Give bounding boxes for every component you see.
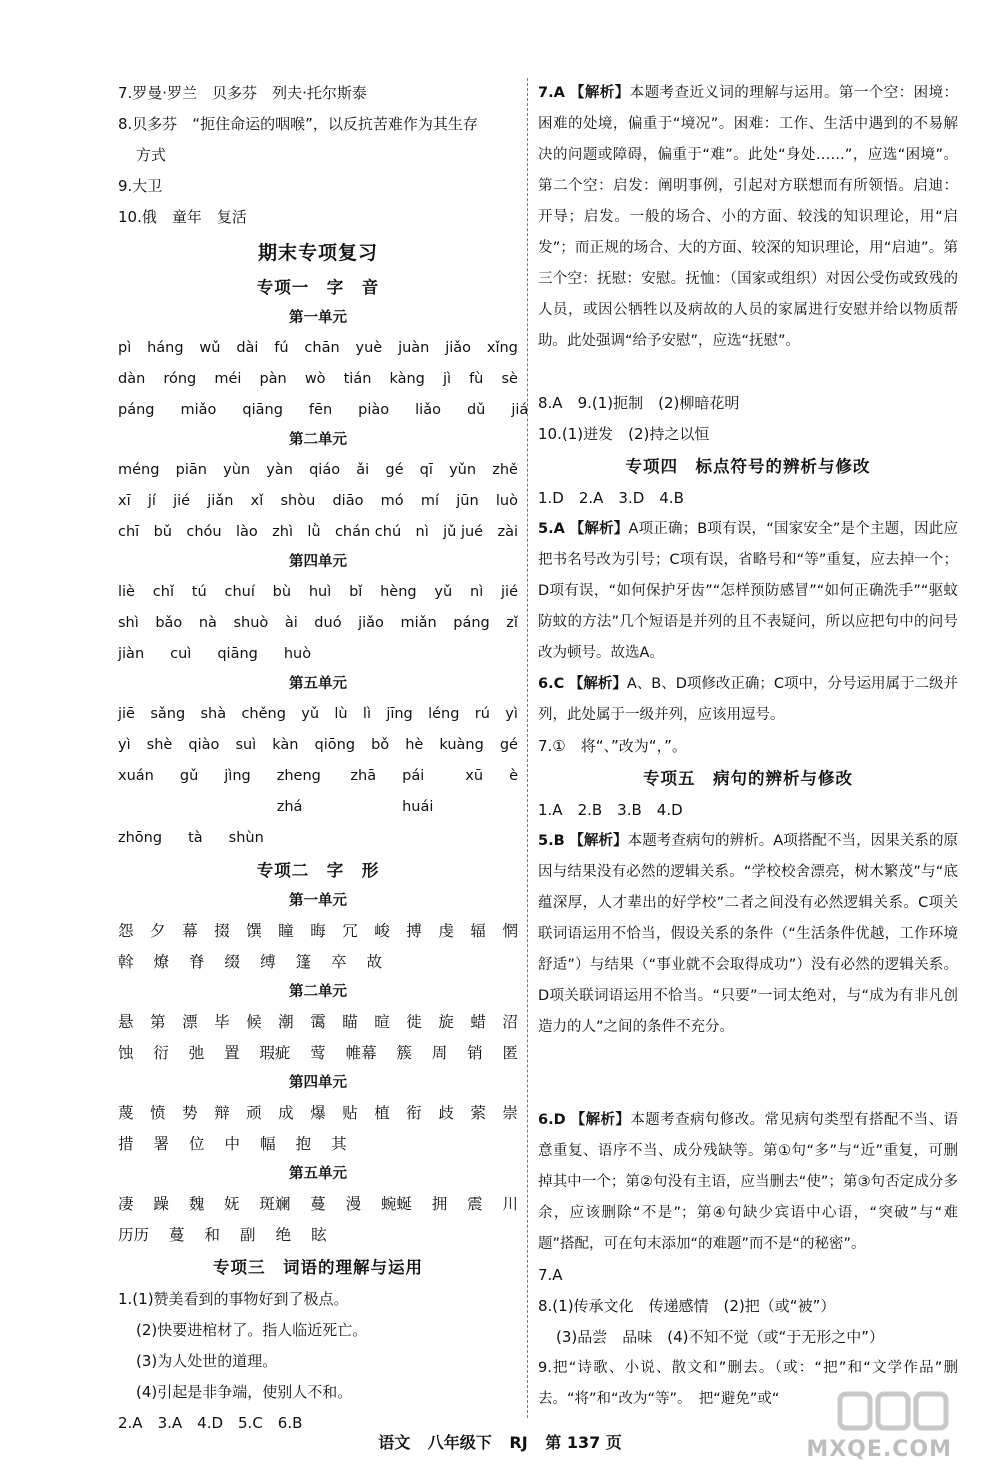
- row-item: chuí: [224, 584, 255, 600]
- row-item: 周: [431, 1044, 448, 1062]
- row-item: sè: [501, 371, 518, 387]
- row-item: liè: [118, 584, 135, 600]
- row-item: jiá: [511, 402, 529, 418]
- row-item: è: [509, 768, 518, 784]
- answer-line: 7.罗曼·罗兰 贝多芬 列夫·托尔斯泰: [118, 84, 367, 102]
- answer-line: 2.A 3.A 4.D 5.C 6.B: [118, 1414, 303, 1432]
- row-item: lǜ: [307, 524, 321, 540]
- row-item: 蔓: [310, 1195, 326, 1213]
- column-divider: [527, 78, 529, 1418]
- row-item: yǔn: [449, 462, 477, 478]
- row-item: 徙: [406, 1013, 422, 1031]
- row-item: yuè: [355, 340, 383, 356]
- row-item: fēn: [308, 402, 333, 418]
- row-item: 拥: [431, 1195, 448, 1213]
- row-item: zhōng: [118, 830, 163, 846]
- hanzi-row: [118, 1038, 518, 1069]
- question-number: 6.C: [538, 676, 565, 692]
- row-item: liǎo: [415, 402, 441, 418]
- row-item: 峻: [374, 922, 390, 940]
- row-item: jīng: [386, 706, 413, 722]
- pinyin-row: [118, 761, 518, 823]
- row-item: jūn: [456, 493, 479, 509]
- row-item: ǎi: [356, 462, 370, 478]
- row-item: dàn: [118, 371, 146, 387]
- unit-title: 第二单元: [289, 432, 347, 448]
- row-item: 瑕疵: [259, 1044, 291, 1062]
- row-item: 候: [246, 1013, 262, 1031]
- row-item: 弛: [188, 1044, 205, 1062]
- row-item: zheng zhá: [276, 768, 321, 815]
- answer-paragraph: [538, 514, 958, 669]
- row-item: 署: [153, 1135, 170, 1153]
- row-item: piān: [175, 462, 207, 478]
- row-item: jì: [442, 371, 452, 387]
- row-item: nì: [470, 584, 484, 600]
- analysis-tag: 【解析】: [570, 1112, 631, 1128]
- left-column: [118, 78, 529, 1439]
- row-item: cuì: [170, 646, 192, 662]
- row-item: 馔: [246, 922, 262, 940]
- row-item: 历历: [118, 1226, 150, 1244]
- pinyin-row: [118, 730, 518, 761]
- row-item: 川: [502, 1195, 518, 1213]
- row-item: 衍: [153, 1044, 169, 1062]
- row-item: 卒: [331, 953, 347, 971]
- row-item: léng: [428, 706, 460, 722]
- row-item: diāo: [332, 493, 364, 509]
- unit-title: 第五单元: [289, 1166, 347, 1182]
- row-item: juàn: [398, 340, 430, 356]
- analysis-text: 本题考查病句的辨析。A项搭配不当，因果关系的原因与结果没有必然的逻辑关系。“学校校舍漂亮，树木繁茂”与“底蕴深厚，人才辈出的好学校”二者之间没有必然逻辑关系。C项关联词语运用不恰当，假设关系的条件（“生活条件优越，工作环境舒适”）与结果（“事业就不会取得成功”）没有必然的逻辑关系。D项关联词语运用不恰当。“只要”一词太绝对，与“成为有非凡创造力的人”之间的条件不充分。: [538, 833, 958, 1035]
- footer-grade: 八年级下: [427, 1433, 492, 1452]
- row-item: wò: [304, 371, 326, 387]
- unit-title: 第一单元: [289, 310, 347, 326]
- row-item: 蜡: [470, 1013, 486, 1031]
- row-item: jié: [501, 584, 518, 600]
- answer-line: 9.大卫: [118, 177, 163, 195]
- pinyin-row: [118, 577, 518, 608]
- answer-line: (3)品尝 品味 (4)不知不觉（或“于无形之中”）: [556, 1328, 885, 1346]
- row-item: shuò: [233, 615, 269, 631]
- row-item: 旋: [438, 1013, 454, 1031]
- section-title: 专项五 病句的辨析与修改: [643, 769, 853, 788]
- row-item: gé: [499, 737, 518, 753]
- row-item: 势: [182, 1104, 198, 1122]
- row-item: kàn: [272, 737, 299, 753]
- row-item: 衔: [406, 1104, 422, 1122]
- row-item: jiē: [118, 706, 135, 722]
- row-item: 蔑: [118, 1104, 134, 1122]
- row-item: chǐ: [152, 584, 174, 600]
- row-item: 崇: [502, 1104, 518, 1122]
- analysis-text: A项正确；B项有误，“国家安全”是个主题，因此应把书名号改为引号；C项有误，省略号和“等”重复，应去掉一个；D项有误，“如何保护牙齿”“怎样预防感冒”“如何正确洗手”“驱蚊防蚊的方法”几个短语是并列的且不表疑问，所以应把句中的问号改为顿号。故选A。: [538, 521, 958, 661]
- row-item: 顽: [246, 1104, 262, 1122]
- row-item: chān: [304, 340, 340, 356]
- analysis-tag: 【解析】: [568, 676, 627, 692]
- row-item: huì: [308, 584, 332, 600]
- analysis-text: 本题考查病句修改。常见病句类型有搭配不当、语意重复、语序不当、成分残缺等。第①句“多”与“近”重复，可删掉其中一个；第②句没有主语，应当删去“使”；第③句否定成分多余，应该删除“不是”；第④句缺少宾语中心语，“突破”与“难题”搭配，可在句末添加“的难题”而不是“的秘密”。: [538, 1112, 958, 1252]
- row-item: 歧: [438, 1104, 454, 1122]
- answer-line: 10.(1)迸发 (2)持之以恒: [538, 425, 710, 443]
- pinyin-row: [118, 639, 518, 670]
- row-item: 副: [240, 1226, 256, 1244]
- row-item: fù: [469, 371, 484, 387]
- row-item: jié: [173, 493, 191, 509]
- pinyin-row: [118, 517, 518, 548]
- row-item: 莺: [310, 1044, 326, 1062]
- row-item: háng: [147, 340, 184, 356]
- pinyin-row: [118, 395, 529, 426]
- watermark-logo-icon: [834, 1388, 954, 1434]
- pinyin-row: [118, 699, 518, 730]
- row-item: 置: [224, 1044, 240, 1062]
- row-item: 其: [331, 1135, 347, 1153]
- footer-page-number: 第 137 页: [545, 1433, 622, 1452]
- row-item: ài: [284, 615, 298, 631]
- pinyin-row: [118, 486, 518, 517]
- answer-line: 1.D 2.A 3.D 4.B: [538, 489, 684, 507]
- row-item: 辩: [214, 1104, 230, 1122]
- analysis-tag: 【解析】: [569, 833, 628, 849]
- row-item: lù: [334, 706, 348, 722]
- analysis-tag: 【解析】: [569, 521, 629, 537]
- row-item: páng: [118, 402, 155, 418]
- row-item: 辐: [470, 922, 486, 940]
- watermark: [806, 1388, 970, 1468]
- question-number: 7.A: [538, 85, 565, 101]
- row-item: jiǎn: [207, 493, 234, 509]
- row-item: 贴: [342, 1104, 358, 1122]
- row-item: 措: [118, 1135, 134, 1153]
- row-item: 幅: [260, 1135, 276, 1153]
- right-column: [538, 78, 958, 1415]
- row-item: sǎng: [150, 706, 186, 722]
- row-item: bǎo: [155, 615, 183, 631]
- pinyin-row: [118, 608, 518, 639]
- row-item: jiǎo: [445, 340, 472, 356]
- row-item: zhā: [350, 768, 377, 784]
- pinyin-row: [118, 333, 518, 364]
- row-item: pì: [118, 340, 132, 356]
- section-title: 专项二 字 形: [256, 861, 380, 880]
- row-item: tà: [188, 830, 203, 846]
- row-item: 斡: [118, 953, 134, 971]
- row-item: zhì: [272, 524, 293, 540]
- row-item: 蚀: [118, 1044, 134, 1062]
- analysis-text: A、B、D项修改正确；C项中，分号运用属于二级并列，此处属于一级并列，应该用逗号。: [538, 676, 958, 723]
- row-item: 悬: [118, 1013, 134, 1031]
- hanzi-row: [118, 1189, 518, 1220]
- row-item: xǐng: [486, 340, 518, 356]
- row-item: gǔ: [179, 768, 199, 784]
- row-item: 妩: [224, 1195, 240, 1213]
- row-item: jìng: [224, 768, 251, 784]
- row-item: shì: [118, 615, 139, 631]
- answer-paragraph: [538, 826, 958, 1105]
- answer-paragraph: 9.把“诗歌、小说、散文和”删去。（或：“把”和“文学作品”删去。“将”和“改为“等”。 把“避免”或“: [538, 1360, 958, 1407]
- unit-title: 第一单元: [289, 893, 347, 909]
- row-item: pái huái: [402, 768, 434, 815]
- row-item: qiōng: [314, 737, 356, 753]
- row-item: huò: [283, 646, 312, 662]
- row-item: dǔ: [466, 402, 486, 418]
- row-item: méi: [214, 371, 242, 387]
- row-item: jiàn: [118, 646, 145, 662]
- row-item: 漂: [182, 1013, 198, 1031]
- row-item: miǎo: [180, 402, 217, 418]
- row-item: shùn: [228, 830, 264, 846]
- row-item: 夕: [150, 922, 166, 940]
- answer-line: 方式: [136, 146, 167, 164]
- row-item: 掇: [214, 922, 230, 940]
- row-item: hèng: [380, 584, 417, 600]
- row-item: 幕: [182, 922, 198, 940]
- row-item: bǔ: [153, 524, 172, 540]
- row-item: luò: [495, 493, 518, 509]
- row-item: shà: [200, 706, 227, 722]
- row-item: 中: [224, 1135, 241, 1153]
- row-item: chī: [118, 524, 140, 540]
- row-item: 搏: [406, 922, 422, 940]
- row-item: bǒ: [371, 737, 390, 753]
- row-item: yì: [505, 706, 518, 722]
- row-item: jiǎo: [358, 615, 384, 631]
- row-item: 脊: [189, 953, 205, 971]
- row-item: 植: [374, 1104, 390, 1122]
- row-item: lào: [235, 524, 258, 540]
- answer-line: (3)为人处世的道理。: [136, 1352, 278, 1370]
- section-title: 专项一 字 音: [256, 278, 380, 297]
- row-item: bù: [272, 584, 292, 600]
- row-item: 萦: [470, 1104, 486, 1122]
- row-item: miǎn: [400, 615, 437, 631]
- answer-line: 8.(1)传承文化 传递感情 (2)把（或“被”）: [538, 1297, 836, 1315]
- answer-paragraph: [538, 669, 958, 731]
- row-item: yàn: [266, 462, 293, 478]
- pinyin-row: [118, 364, 518, 395]
- row-item: 冗: [342, 922, 358, 940]
- hanzi-row: [118, 916, 518, 947]
- row-item: 愤: [150, 1104, 166, 1122]
- row-item: nì: [415, 524, 429, 540]
- answer-line: 7.A: [538, 1266, 563, 1284]
- row-item: fú: [274, 340, 289, 356]
- row-item: 第: [150, 1013, 166, 1031]
- row-item: wǔ: [199, 340, 221, 356]
- row-item: 帷幕: [345, 1044, 377, 1062]
- row-item: 匿: [502, 1044, 518, 1062]
- row-item: tián: [343, 371, 372, 387]
- row-item: xū: [465, 768, 484, 784]
- answer-line: 7.① 将“、”改为“，”。: [538, 737, 687, 755]
- row-item: chěng: [241, 706, 286, 722]
- row-item: lì: [362, 706, 371, 722]
- unit-title: 第四单元: [289, 1075, 347, 1091]
- row-item: kàng: [389, 371, 425, 387]
- hanzi-row: [118, 1007, 518, 1038]
- row-item: 成: [278, 1104, 294, 1122]
- row-item: 沼: [502, 1013, 518, 1031]
- row-item: qī: [419, 462, 433, 478]
- question-number: 5.B: [538, 833, 565, 849]
- row-item: piào: [358, 402, 390, 418]
- unit-title: 第五单元: [289, 676, 347, 692]
- row-item: zǐ: [506, 615, 518, 631]
- hanzi-row: [118, 1220, 518, 1251]
- row-item: méng: [118, 462, 160, 478]
- row-item: 爆: [310, 1104, 326, 1122]
- row-item: 潮: [278, 1013, 294, 1031]
- row-item: 怨: [118, 922, 134, 940]
- footer-edition: RJ: [509, 1433, 528, 1452]
- row-item: yǔ: [434, 584, 453, 600]
- row-item: xuán: [118, 768, 154, 784]
- row-item: 篷: [295, 953, 312, 971]
- row-item: suì: [235, 737, 257, 753]
- row-item: 簇: [396, 1044, 412, 1062]
- main-title: 期末专项复习: [257, 242, 378, 264]
- row-item: 销: [467, 1044, 483, 1062]
- row-item: 毕: [214, 1013, 230, 1031]
- row-item: 漫: [345, 1195, 362, 1213]
- analysis-tag: 【解析】: [569, 85, 630, 101]
- row-item: jǔ jué: [443, 524, 484, 540]
- row-item: hè: [405, 737, 424, 753]
- answer-paragraph: [538, 1105, 958, 1260]
- row-item: 惘: [502, 922, 518, 940]
- row-item: gé: [385, 462, 404, 478]
- row-item: 绝: [275, 1226, 292, 1244]
- row-item: 和: [204, 1226, 221, 1244]
- row-item: 缚: [260, 953, 276, 971]
- answer-paragraph: [538, 78, 958, 388]
- row-item: zài: [497, 524, 518, 540]
- row-item: 蜿蜒: [380, 1195, 412, 1213]
- unit-title: 第四单元: [289, 554, 347, 570]
- answer-line: 8.A 9.(1)扼制 (2)柳暗花明: [538, 394, 740, 412]
- row-item: shè: [146, 737, 173, 753]
- pinyin-row: [118, 823, 518, 854]
- watermark-text: MXQE.COM: [806, 1437, 952, 1462]
- row-item: rú: [474, 706, 490, 722]
- row-item: 位: [189, 1135, 205, 1153]
- hanzi-row: [118, 1129, 518, 1160]
- row-item: qiào: [188, 737, 220, 753]
- row-item: 眩: [311, 1226, 327, 1244]
- footer-subject: 语文: [378, 1433, 411, 1452]
- row-item: chán chú: [334, 524, 402, 540]
- row-item: duó: [314, 615, 342, 631]
- section-title: 专项四 标点符号的辨析与修改: [625, 457, 871, 476]
- row-item: kuàng: [439, 737, 484, 753]
- row-item: 瞳: [278, 922, 294, 940]
- row-item: bǐ: [349, 584, 363, 600]
- row-item: róng: [163, 371, 197, 387]
- row-item: xǐ: [250, 493, 264, 509]
- row-item: xī: [118, 493, 131, 509]
- unit-title: 第二单元: [289, 984, 347, 1000]
- row-item: mó: [380, 493, 404, 509]
- row-item: 躁: [153, 1195, 169, 1213]
- row-item: 霭: [310, 1013, 326, 1031]
- row-item: dài: [236, 340, 259, 356]
- answer-line: 8.贝多芬 “扼住命运的咽喉”，以反抗苦难作为其生存: [118, 115, 478, 133]
- section-title: 专项三 词语的理解与运用: [213, 1258, 423, 1277]
- row-item: 震: [467, 1195, 483, 1213]
- row-item: qiáo: [309, 462, 341, 478]
- analysis-text: 本题考查近义词的理解与运用。第一个空：困境：困难的处境，偏重于“境况”。困难：工作、生活中遇到的不易解决的问题或障碍，偏重于“难”。此处“身处……”，应选“困境”。第二个空：启发：阐明事例，引起对方联想而有所领悟。启迪：开导；启发。一般的场合、小的方面、较浅的知识理论，用“启发”；而正规的场合、大的方面、较深的知识理论，用“启迪”。第三个空：抚慰：安慰。抚恤：（国家或组织）对因公受伤或致残的人员，或因公牺牲以及病故的人员的家属进行安慰并给以物质帮助。此处强调“给予安慰”，应选“抚慰”。: [538, 85, 958, 349]
- row-item: 虔: [438, 922, 454, 940]
- answer-line: (2)快要进棺材了。指人临近死亡。: [136, 1321, 368, 1339]
- row-item: páng: [453, 615, 490, 631]
- answer-line: 10.俄 童年 复活: [118, 208, 247, 226]
- row-item: 燎: [153, 953, 170, 971]
- answer-line: (4)引起是非争端，使别人不和。: [136, 1383, 353, 1401]
- question-number: 5.A: [538, 521, 565, 537]
- row-item: tú: [191, 584, 207, 600]
- row-item: jí: [147, 493, 156, 509]
- pinyin-row: [118, 455, 518, 486]
- row-item: 蔓: [169, 1226, 185, 1244]
- row-item: qiāng: [217, 646, 258, 662]
- row-item: 晦: [310, 922, 326, 940]
- row-item: shòu: [280, 493, 316, 509]
- row-item: 故: [366, 953, 383, 971]
- row-item: zhě: [492, 462, 518, 478]
- row-item: pàn: [259, 371, 287, 387]
- row-item: yì: [118, 737, 131, 753]
- row-item: yǔ: [301, 706, 320, 722]
- hanzi-row: [118, 947, 518, 978]
- row-item: mí: [420, 493, 440, 509]
- row-item: 凄: [118, 1195, 134, 1213]
- row-item: 缀: [224, 953, 241, 971]
- row-item: 暄: [374, 1013, 390, 1031]
- row-item: 抱: [295, 1135, 312, 1153]
- row-item: chóu: [186, 524, 222, 540]
- row-item: 魏: [188, 1195, 205, 1213]
- question-number: 6.D: [538, 1112, 566, 1128]
- hanzi-row: [118, 1098, 518, 1129]
- row-item: qiāng: [242, 402, 283, 418]
- answer-line: 1.A 2.B 3.B 4.D: [538, 801, 683, 819]
- row-item: 瞄: [342, 1013, 358, 1031]
- row-item: yùn: [223, 462, 251, 478]
- answer-line: 1.(1)赞美看到的事物好到了极点。: [118, 1290, 349, 1308]
- row-item: 斑斓: [259, 1195, 291, 1213]
- row-item: nà: [198, 615, 217, 631]
